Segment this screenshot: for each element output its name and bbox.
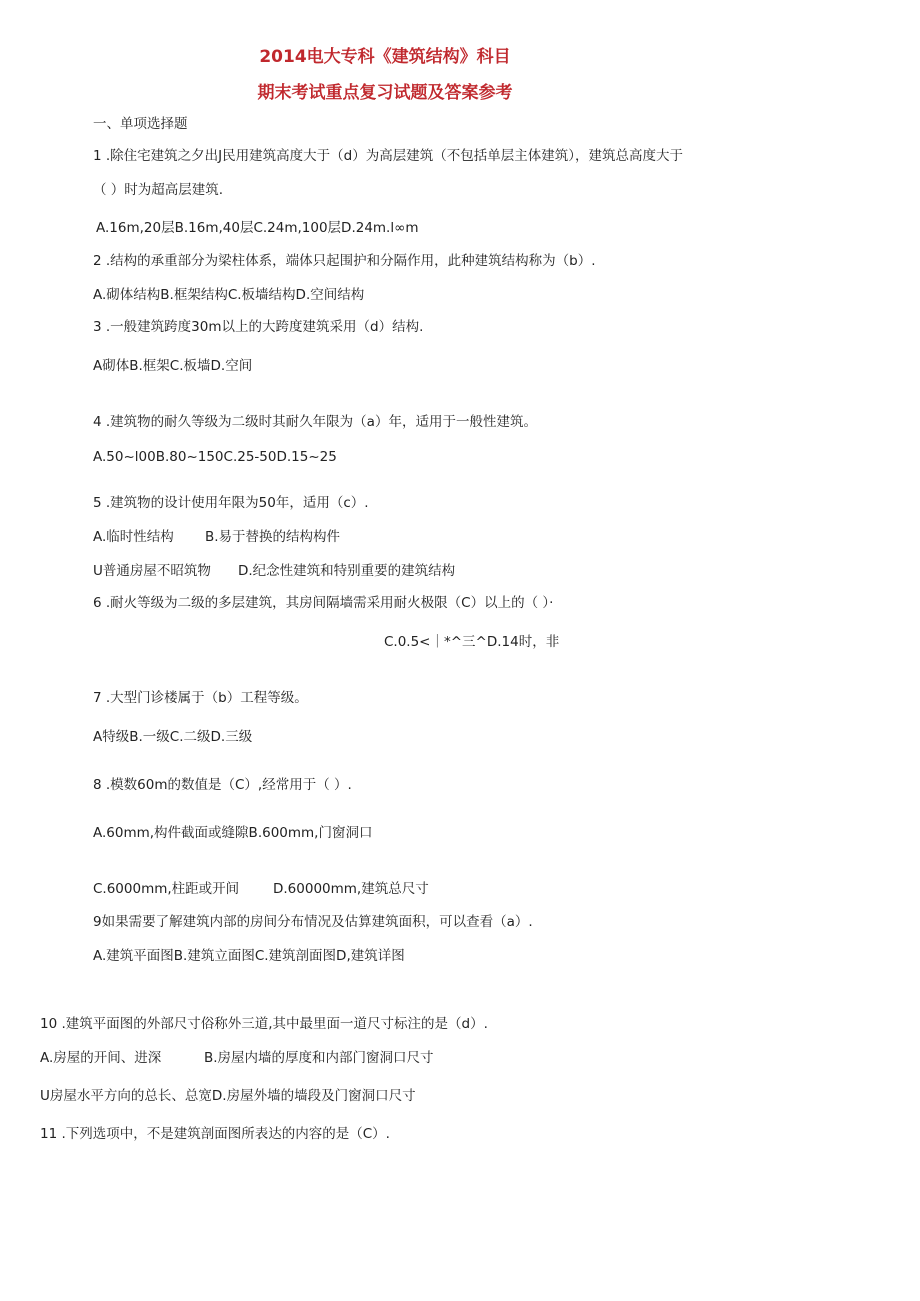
question-6-options-fragment: C.0.5<｜*^三^D.14时，非: [384, 634, 560, 650]
question-5-option-d: D.纪念性建筑和特别重要的建筑结构: [238, 563, 456, 579]
question-7-options: A特级B.一级C.二级D.三级: [93, 729, 253, 745]
question-5-option-c: U普通房屋不昭筑物: [93, 563, 211, 579]
question-10-option-b: B.房屋内墙的厚度和内部门窗洞口尺寸: [204, 1050, 434, 1066]
question-10-options-cd: U房屋水平方向的总长、总宽D.房屋外墙的墙段及门窗洞口尺寸: [40, 1088, 416, 1104]
question-6-stem: 6 .耐火等级为二级的多层建筑，其房间隔墙需采用耐火极限（C）以上的（ ）·: [93, 595, 554, 611]
question-7-stem: 7 .大型门诊楼属于（b）工程等级。: [93, 690, 308, 706]
document-title-line-2: 期末考试重点复习试题及答案参考: [257, 83, 513, 103]
question-8-options-ab: A.60mm,构件截面或缝隙B.600mm,门窗洞口: [93, 825, 373, 841]
question-8-option-c: C.6000mm,柱距或开间: [93, 881, 240, 897]
section-heading: 一、单项选择题: [93, 116, 188, 132]
question-3-stem: 3 .一般建筑跨度30m以上的大跨度建筑采用（d）结构.: [93, 319, 424, 335]
question-5-option-b: B.易于替换的结构构件: [205, 529, 341, 545]
question-9-stem: 9如果需要了解建筑内部的房间分布情况及估算建筑面积，可以查看（a）.: [93, 914, 533, 930]
question-1-stem-cont: （ ）时为超高层建筑.: [93, 182, 224, 198]
question-5-stem: 5 .建筑物的设计使用年限为50年，适用（c）.: [93, 495, 369, 511]
question-2-options: A.砌体结构B.框架结构C.板墙结构D.空间结构: [93, 287, 365, 303]
question-4-options: A.50~l00B.80~150C.25-50D.15~25: [93, 449, 337, 465]
question-8-option-d: D.60000mm,建筑总尺寸: [273, 881, 429, 897]
question-2-stem: 2 .结构的承重部分为梁柱体系，端体只起围护和分隔作用，此种建筑结构称为（b）.: [93, 253, 596, 269]
question-3-options: A砌体B.框架C.板墙D.空间: [93, 358, 253, 374]
question-11-stem: 11 .下列选项中，不是建筑剖面图所表达的内容的是（C）.: [40, 1126, 390, 1142]
question-10-stem: 10 .建筑平面图的外部尺寸俗称外三道,其中最里面一道尺寸标注的是（d）.: [40, 1016, 488, 1032]
question-9-options: A.建筑平面图B.建筑立面图C.建筑剖面图D,建筑详图: [93, 948, 405, 964]
question-10-option-a: A.房屋的开间、进深: [40, 1050, 162, 1066]
document-title-line-1: 2014电大专科《建筑结构》科目: [259, 47, 511, 67]
question-8-stem: 8 .模数60m的数值是（C）,经常用于（ ）.: [93, 777, 352, 793]
question-1-stem: 1 .除住宅建筑之夕出J民用建筑高度大于（d）为高层建筑（不包括单层主体建筑），建筑总高度大于: [93, 148, 683, 164]
question-5-option-a: A.临时性结构: [93, 529, 174, 545]
question-1-options: A.16m,20层B.16m,40层C.24m,100层D.24m.l∞m: [96, 220, 419, 236]
question-4-stem: 4 .建筑物的耐久等级为二级时其耐久年限为（a）年，适用于一般性建筑。: [93, 414, 537, 430]
